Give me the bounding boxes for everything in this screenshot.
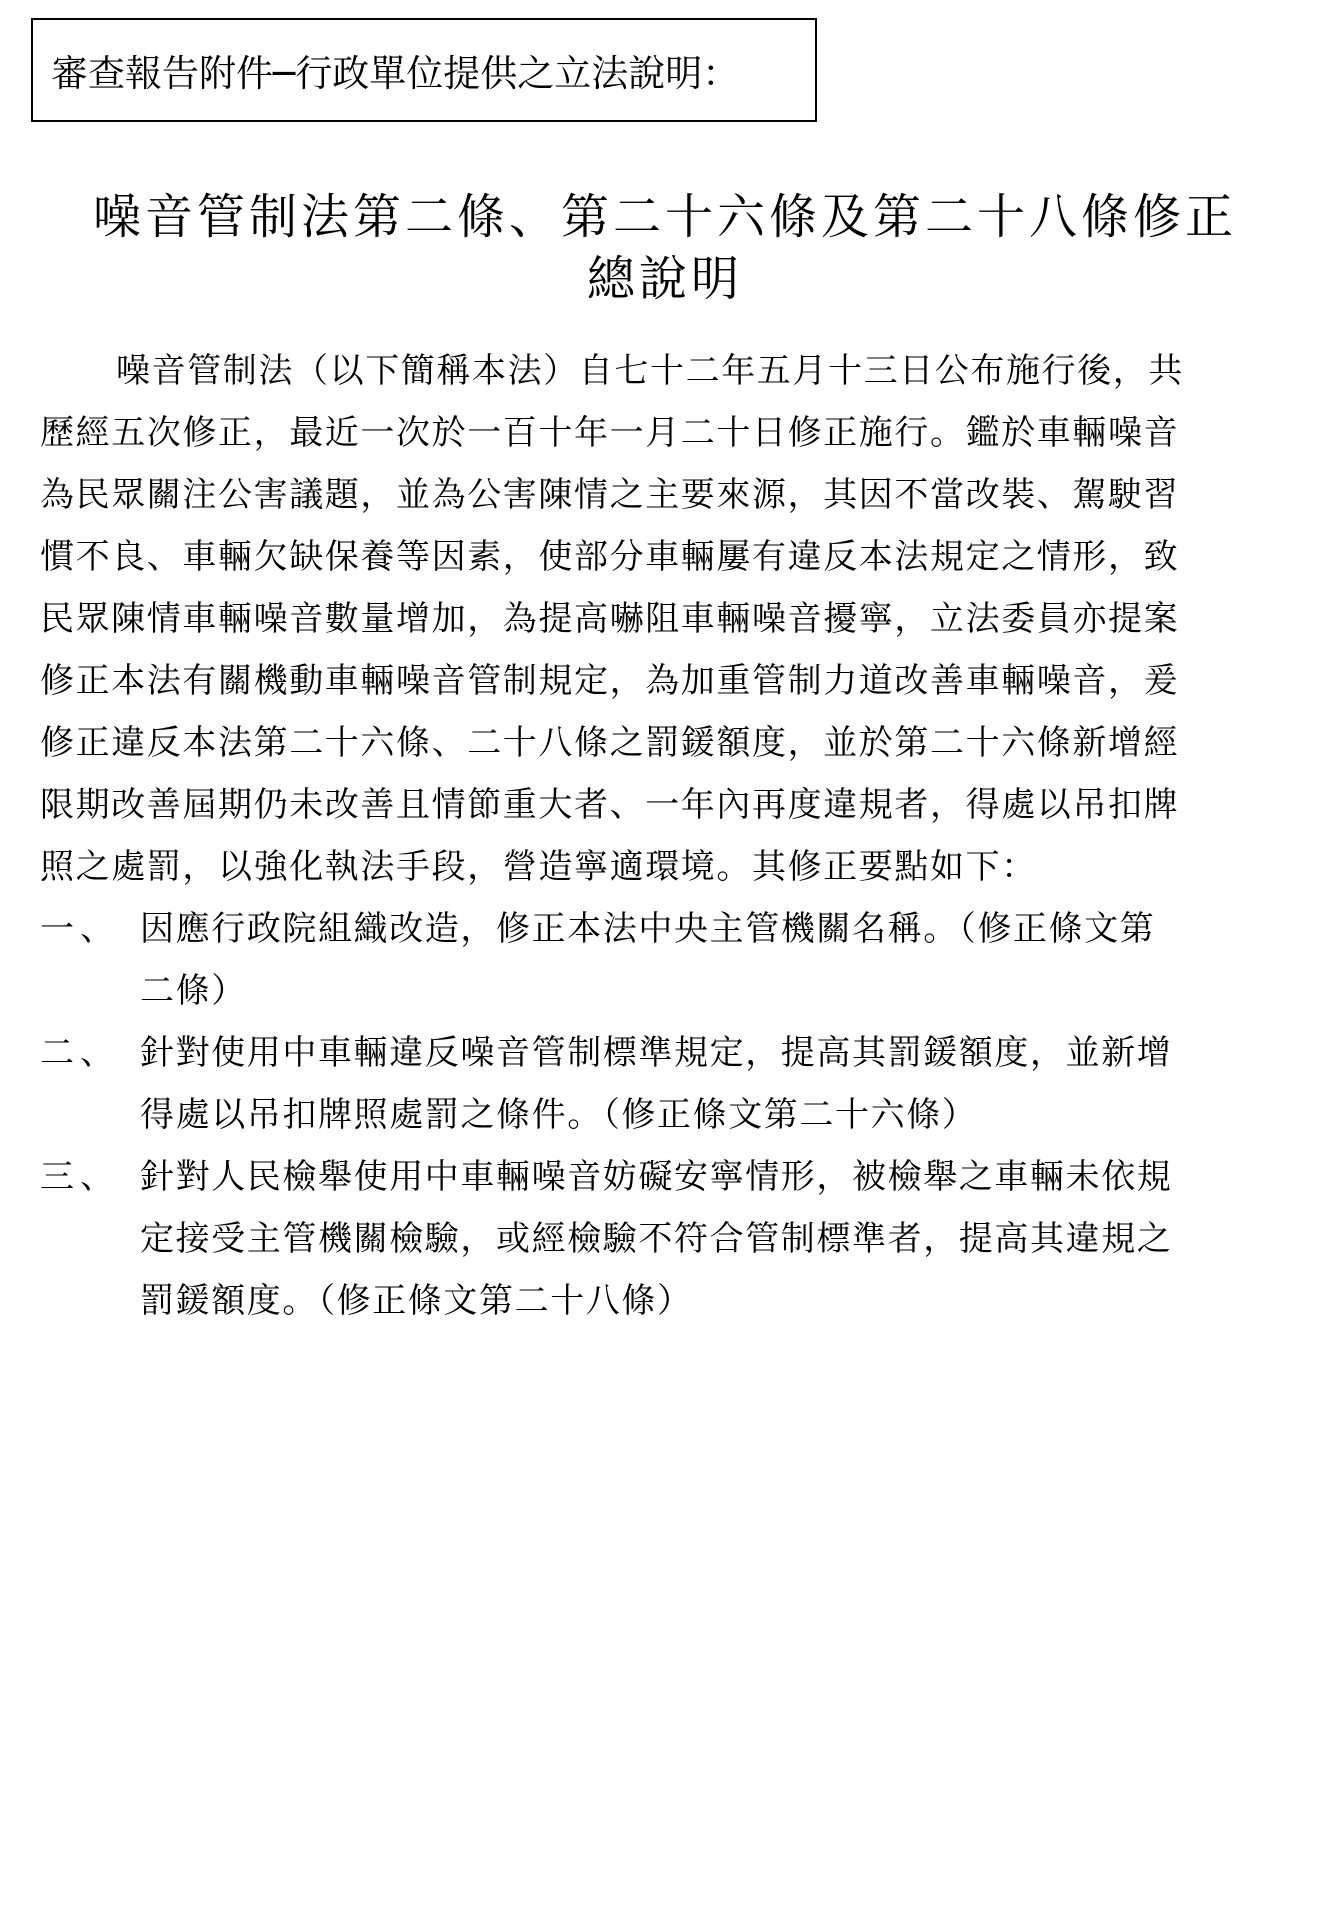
point-line: 因應行政院組織改造，修正本法中央主管機關名稱。（修正條文第 <box>140 909 1156 949</box>
intro-line: 修正違反本法第二十六條、二十八條之罰鍰額度，並於第二十六條新增經 <box>40 723 1180 763</box>
attachment-header-label: 審查報告附件─行政單位提供之立法說明： <box>51 52 740 95</box>
point-line: 定接受主管機關檢驗，或經檢驗不符合管制標準者，提高其違規之 <box>140 1219 1173 1259</box>
amendment-point-2 <box>40 1022 1300 1146</box>
point-number: 二、 <box>40 1033 120 1073</box>
amendment-point-1 <box>40 898 1300 1022</box>
intro-line: 歷經五次修正，最近一次於一百十年一月二十日修正施行。鑑於車輛噪音 <box>40 413 1180 453</box>
point-number: 一、 <box>40 909 120 949</box>
point-line: 針對人民檢舉使用中車輛噪音妨礙安寧情形，被檢舉之車輛未依規 <box>140 1157 1173 1197</box>
intro-line: 民眾陳情車輛噪音數量增加，為提高嚇阻車輛噪音擾寧，立法委員亦提案 <box>40 599 1180 639</box>
document-body <box>40 340 1300 1332</box>
intro-line: 為民眾關注公害議題，並為公害陳情之主要來源，其因不當改裝、駕駛習 <box>40 475 1180 515</box>
point-number: 三、 <box>40 1157 120 1197</box>
point-line: 罰鍰額度。（修正條文第二十八條） <box>140 1281 693 1321</box>
intro-line: 限期改善屆期仍未改善且情節重大者、一年內再度違規者，得處以吊扣牌 <box>40 785 1180 825</box>
point-line: 二條） <box>140 971 247 1011</box>
intro-line: 照之處罰，以強化執法手段，營造寧適環境。其修正要點如下： <box>40 847 1037 887</box>
document-title-line-1: 噪音管制法第二條、第二十六條及第二十八條修正 <box>92 189 1237 245</box>
intro-paragraph <box>40 340 1300 898</box>
intro-line: 慣不良、車輛欠缺保養等因素，使部分車輛屢有違反本法規定之情形，致 <box>40 537 1180 577</box>
intro-line: 修正本法有關機動車輛噪音管制規定，為加重管制力道改善車輛噪音，爰 <box>40 661 1180 701</box>
intro-line: 噪音管制法（以下簡稱本法）自七十二年五月十三日公布施行後，共 <box>116 351 1184 391</box>
point-line: 針對使用中車輛違反噪音管制標準規定，提高其罰鍰額度，並新增 <box>140 1033 1173 1073</box>
document-title-line-2: 總說明 <box>586 251 743 307</box>
amendment-point-3 <box>40 1146 1300 1332</box>
attachment-header-box <box>31 18 817 122</box>
point-line: 得處以吊扣牌照處罰之條件。（修正條文第二十六條） <box>140 1095 978 1135</box>
